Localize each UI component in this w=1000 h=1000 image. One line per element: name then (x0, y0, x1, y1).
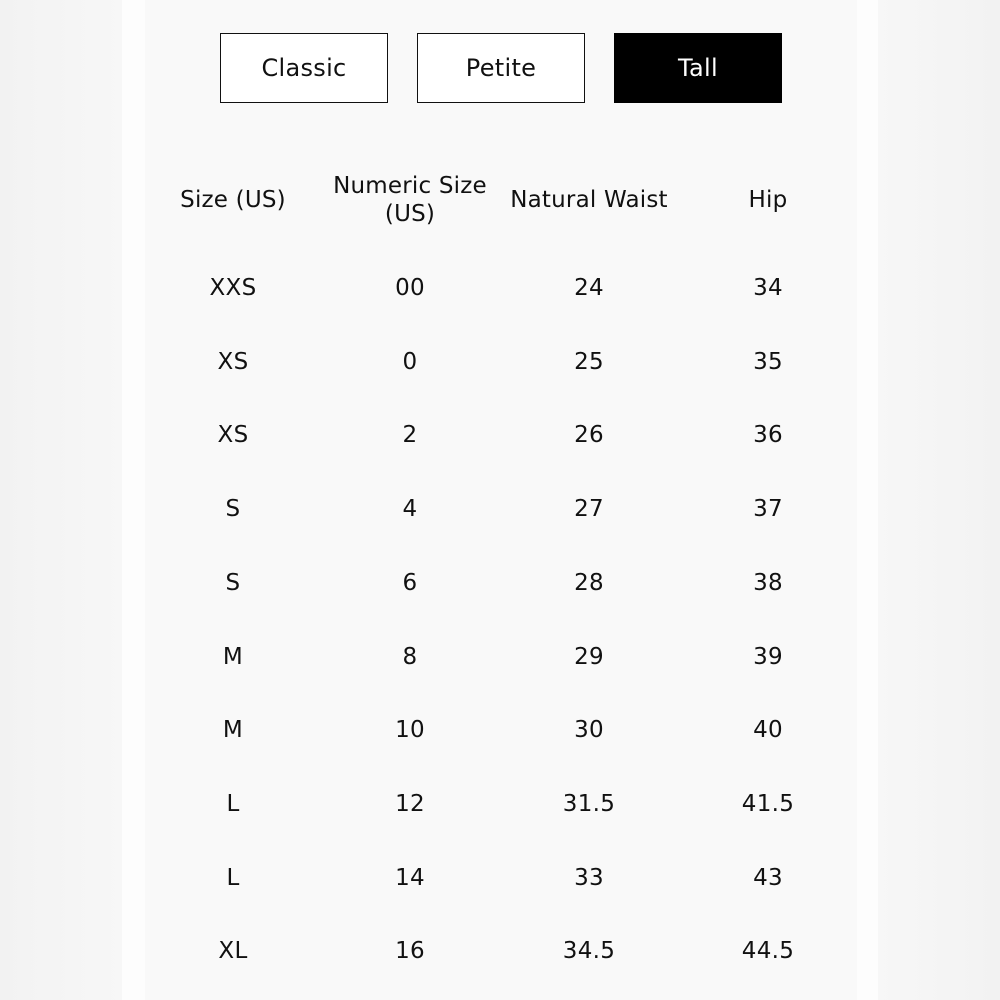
cell-size-us: M (222, 717, 244, 744)
cell-hip: 34 (753, 275, 783, 301)
table-header-row (145, 160, 857, 240)
tab-classic[interactable]: Classic (220, 33, 388, 103)
header-hip: Hip (748, 187, 788, 213)
cell-size-us: XL (218, 938, 248, 965)
cell-natural-waist: 34.5 (562, 938, 616, 965)
cell-numeric-size: 8 (402, 643, 418, 670)
cell-size-us: XS (217, 348, 249, 375)
table-row (145, 325, 857, 399)
table-row (145, 767, 857, 841)
tab-petite[interactable]: Petite (417, 33, 585, 103)
cell-natural-waist: 26 (574, 422, 604, 449)
header-numeric-size-us (321, 160, 499, 240)
cell-natural-waist: 29 (574, 643, 604, 670)
tab-tall[interactable]: Tall (614, 33, 782, 103)
table-row (145, 251, 857, 325)
header-numeric-size-label: Numeric Size (US) (333, 173, 487, 227)
cell-numeric-size: 6 (402, 569, 418, 596)
fit-tabs (220, 33, 782, 103)
cell-size-us: XXS (209, 275, 257, 301)
cell-size-us: L (226, 864, 240, 891)
cell-hip: 36 (753, 422, 783, 449)
cell-numeric-size: 00 (395, 275, 425, 301)
table-row (145, 546, 857, 620)
cell-size-us: L (226, 790, 240, 817)
cell-size-us: XS (217, 422, 249, 449)
header-size-us: Size (US) (180, 187, 286, 213)
cell-numeric-size: 2 (402, 422, 418, 449)
cell-hip: 44.5 (741, 938, 795, 965)
cell-natural-waist: 25 (574, 348, 604, 375)
cell-natural-waist: 28 (574, 569, 604, 596)
cell-size-us: S (225, 496, 241, 523)
cell-hip: 43 (753, 864, 783, 891)
cell-natural-waist: 24 (574, 275, 604, 301)
cell-numeric-size: 4 (402, 496, 418, 523)
cell-size-us: M (222, 643, 244, 670)
header-natural-waist: Natural Waist (510, 187, 668, 213)
cell-hip: 35 (753, 348, 783, 375)
cell-natural-waist: 33 (574, 864, 604, 891)
cell-numeric-size: 0 (402, 348, 418, 375)
cell-hip: 37 (753, 496, 783, 523)
cell-hip: 39 (753, 643, 783, 670)
cell-numeric-size: 12 (395, 790, 425, 817)
cell-numeric-size: 16 (395, 938, 425, 965)
table-row (145, 620, 857, 694)
cell-natural-waist: 30 (574, 717, 604, 744)
table-row (145, 472, 857, 546)
table-row (145, 841, 857, 915)
table-row (145, 914, 857, 988)
cell-numeric-size: 14 (395, 864, 425, 891)
cell-hip: 41.5 (741, 790, 795, 817)
table-row (145, 693, 857, 767)
cell-size-us: S (225, 569, 241, 596)
cell-hip: 40 (753, 717, 783, 744)
cell-hip: 38 (753, 569, 783, 596)
cell-natural-waist: 27 (574, 496, 604, 523)
cell-numeric-size: 10 (395, 717, 425, 744)
table-row (145, 398, 857, 472)
cell-natural-waist: 31.5 (562, 790, 616, 817)
